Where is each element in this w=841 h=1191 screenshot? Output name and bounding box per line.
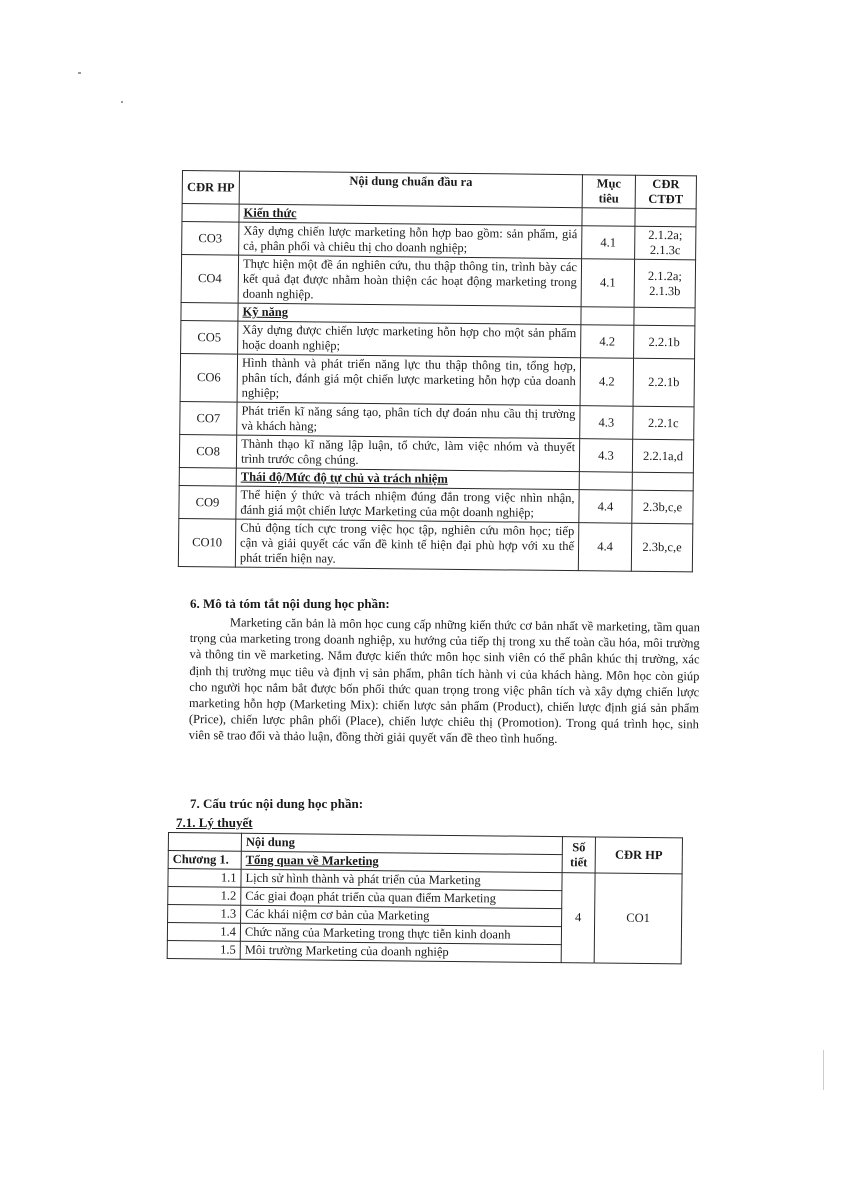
header-content: Nội dung chuẩn đầu ra (239, 171, 582, 208)
learning-outcomes-table (178, 170, 697, 572)
row-content: Thành thạo kĩ năng lập luận, tổ chức, làm việc nhóm và thuyết trình trước công chúng. (236, 435, 579, 472)
row-objective: 4.4 (579, 490, 632, 524)
row-objective: 4.3 (580, 406, 633, 440)
row-content: Hình thành và phát triển năng lực thu thập thông tin, tổng hợp, phân tích, đánh giá một chiến lược marketing hỗn hợp của doanh nghiệp; (237, 354, 580, 406)
row-program: 2.2.1a,d (632, 439, 693, 473)
table-row (179, 485, 693, 523)
section-7-1-title: 7.1. Lý thuyết (176, 815, 253, 830)
table-row (182, 222, 696, 260)
row-objective: 4.3 (579, 439, 632, 473)
item-number: 1.3 (168, 905, 241, 924)
section-title: Kỹ năng (238, 303, 581, 325)
item-number: 1.2 (168, 887, 241, 906)
header-cdr: CĐR HP (595, 837, 682, 874)
row-program: 2.1.2a; 2.1.3b (634, 259, 695, 308)
row-content: Xây dựng được chiến lược marketing hỗn hợp cho một sản phẩm hoặc doanh nghiệp; (238, 321, 581, 358)
item-text: Các khái niệm cơ bản của Marketing (241, 905, 562, 926)
row-objective: 4.1 (582, 226, 635, 260)
header-program: CĐR CTĐT (635, 175, 696, 209)
row-code: CO6 (180, 353, 237, 402)
item-text: Môi trường Marketing của doanh nghiệp (240, 941, 561, 962)
summary-paragraph: Marketing căn bản là môn học cung cấp những kiến thức cơ bản nhất về marketing, tầm quan trọng của marketing trong doanh nghiệp, xu hướng của tiếp thị trong xu thế toàn cầu hóa, môi trường và thông tin về marketing. Nắm được kiến thức môn học sinh viên có thể phân khúc thị trường, xác định thị trường mục tiêu và định vị sản phẩm, phân tích hành vi của khách hàng. Môn học còn giúp cho người học nắm bắt được bốn phối thức quan trọng trong việc phân tích và xây dựng chiến lược marketing hỗn hợp (Marketing Mix): chiến lược sản phẩm (Product), chiến lược định giá sản phẩm (Price), chiến lược phân phối (Place), chiến lược chiêu thị (Promotion). Trong quá trình học, sinh viên sẽ trao đổi và thảo luận, đồng thời giải quyết vấn đề theo tình huống. (188, 615, 700, 747)
row-content: Phát triển kĩ năng sáng tạo, phân tích dự đoán nhu cầu thị trường và khách hàng; (237, 402, 580, 439)
item-text: Lịch sử hình thành và phát triển của Marketing (241, 869, 562, 890)
row-program: 2.2.1b (634, 325, 695, 359)
chapter-cdr: CO1 (594, 873, 682, 964)
row-content: Thể hiện ý thức và trách nhiệm đúng đắn trong việc nhìn nhận, đánh giá một chiến lược Marketing của một doanh nghiệp; (236, 486, 579, 523)
item-number: 1.5 (167, 940, 240, 959)
table-row (180, 401, 694, 439)
table-row (179, 434, 693, 472)
row-content: Thực hiện một đề án nghiên cứu, thu thập thông tin, trình bày các kết quả đạt được nhằm hoàn thiện các hoạt động marketing trong doanh nghiệp. (238, 255, 581, 307)
item-number: 1.1 (168, 869, 241, 888)
row-program: 2.1.2a; 2.1.3c (635, 226, 696, 260)
item-text: Các giai đoạn phát triển của quan điểm Marketing (241, 887, 562, 908)
item-text: Chức năng của Marketing trong thực tiễn kinh doanh (240, 923, 561, 944)
row-content: Chủ động tích cực trong việc học tập, nghiên cứu môn học; tiếp cận và giải quyết các vấn đề kinh tế hiện đại phù hợp với xu thế phát triển hiện nay. (235, 519, 578, 571)
row-content: Xây dựng chiến lược marketing hỗn hợp bao gồm: sản phẩm, giá cả, phân phối và chiêu thị cho doanh nghiệp; (239, 222, 582, 259)
chapter-title: Tổng quan về Marketing (241, 851, 562, 872)
row-code: CO4 (181, 255, 238, 304)
section-title: Kiến thức (239, 204, 582, 226)
row-objective: 4.4 (578, 523, 631, 572)
section-6-body (189, 614, 700, 749)
table-row (180, 353, 694, 406)
section-title: Thái độ/Mức độ tự chủ và trách nhiệm (236, 468, 579, 490)
row-objective: 4.1 (581, 259, 634, 308)
row-program: 2.3b,c,e (631, 523, 692, 572)
table-header-row (182, 171, 696, 209)
scan-edge-mark (823, 1050, 824, 1090)
table-row (181, 320, 695, 358)
scan-speck (78, 72, 81, 74)
row-program: 2.2.1c (633, 406, 694, 440)
item-number: 1.4 (167, 923, 240, 942)
row-objective: 4.2 (580, 358, 633, 407)
chapter-periods: 4 (561, 873, 595, 963)
chapter-number: Chương 1. (168, 851, 241, 870)
course-structure-table (167, 832, 683, 964)
header-content: Nội dung (241, 833, 562, 854)
header-objective: Mục tiêu (582, 175, 635, 209)
section-7-title: 7. Cấu trúc nội dung học phần: (190, 796, 364, 811)
row-code: CO5 (181, 320, 238, 354)
header-periods: Số tiết (562, 837, 595, 873)
header-code: CĐR HP (182, 171, 239, 205)
row-code: CO8 (179, 434, 236, 468)
row-code: CO10 (178, 518, 235, 567)
row-code: CO7 (180, 401, 237, 435)
table-row (181, 255, 695, 308)
row-program: 2.2.1b (633, 358, 694, 407)
row-objective: 4.2 (581, 325, 634, 359)
section-6-title: 6. Mô tả tóm tắt nội dung học phần: (190, 596, 390, 611)
scan-speck (121, 101, 123, 103)
row-code: CO9 (179, 485, 236, 519)
table-row (178, 518, 692, 571)
row-program: 2.3b,c,e (632, 490, 693, 524)
row-code: CO3 (182, 222, 239, 256)
